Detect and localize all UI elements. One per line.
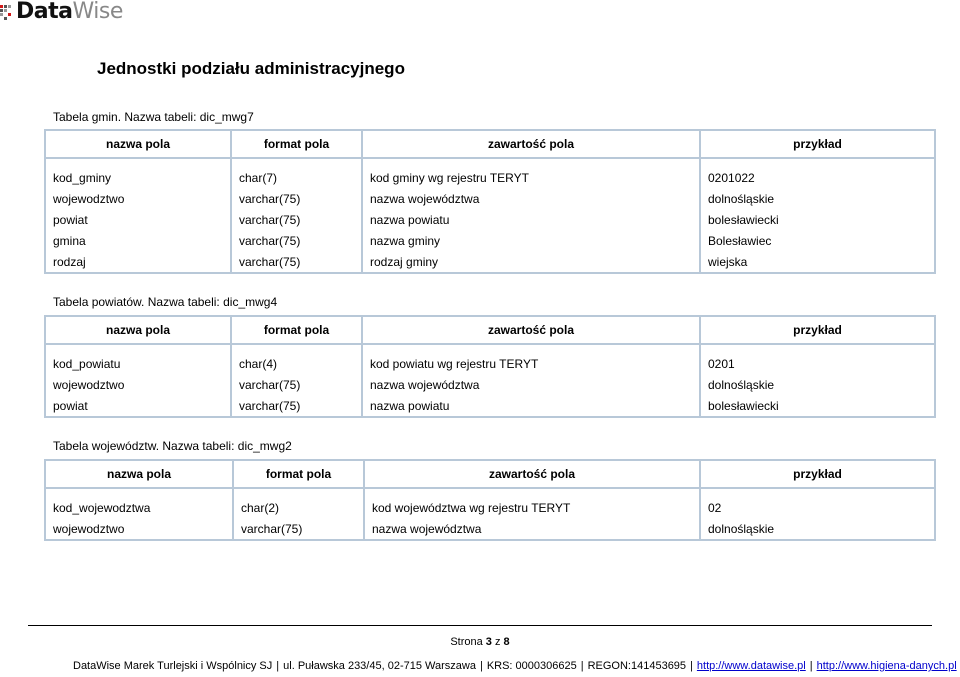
column-header-example: przykład [700,130,935,158]
column-header-content: zawartość pola [364,460,700,488]
table-cell: kod województwa wg rejestru TERYT [364,497,700,518]
logo-wordmark: DataWise [16,0,123,24]
footer-company-info: DataWise Marek Turlejski i Wspólnicy SJ | ul. Puławska 233/45, 02-715 Warszawa | KRS: 0000306625 | REGON:141453695 | http://www.datawise.pl | http://www.higiena-danych.pl [73,660,957,672]
table-cell: 02 [700,497,935,518]
table-cell: wojewodztwo [45,188,231,209]
table-wojewodztw [44,459,936,541]
table-cell: kod_powiatu [45,353,231,374]
column-header-format: format pola [231,130,362,158]
column-header-example: przykład [700,460,935,488]
column-header-name: nazwa pola [45,130,231,158]
table-cell: varchar(75) [231,251,362,273]
table-cell: nazwa powiatu [362,395,700,417]
footer-link-higiena[interactable]: http://www.higiena-danych.pl [816,660,957,672]
footer-divider [28,625,932,626]
table-cell: gmina [45,230,231,251]
table-cell: nazwa województwa [364,518,700,540]
table-cell [233,488,364,497]
table-cell: kod gminy wg rejestru TERYT [362,167,700,188]
table-cell: powiat [45,209,231,230]
table-cell: rodzaj [45,251,231,273]
table-cell [362,158,700,167]
footer-address: ul. Puławska 233/45, 02-715 Warszawa [283,660,476,672]
table-cell: dolnośląskie [700,374,935,395]
table-row [45,167,935,188]
table-cell: 0201 [700,353,935,374]
table-row [45,230,935,251]
table-cell: bolesławiecki [700,209,935,230]
column-header-format: format pola [233,460,364,488]
table-cell [45,344,231,353]
table-cell: varchar(75) [231,188,362,209]
column-header-name: nazwa pola [45,316,231,344]
table-gmin [44,129,936,274]
table-cell: bolesławiecki [700,395,935,417]
table-row [45,251,935,273]
table-cell: dolnośląskie [700,518,935,540]
table-caption-wojewodztw: Tabela województw. Nazwa tabeli: dic_mwg2 [53,439,292,453]
table-cell: varchar(75) [231,230,362,251]
table-cell: wiejska [700,251,935,273]
footer-link-datawise[interactable]: http://www.datawise.pl [696,660,806,672]
table-cell: varchar(75) [233,518,364,540]
table-cell [45,158,231,167]
column-header-example: przykład [700,316,935,344]
footer-regon: REGON:141453695 [587,660,687,672]
footer-company: DataWise Marek Turlejski i Wspólnicy SJ [73,660,273,672]
table-cell: char(2) [233,497,364,518]
table-cell [364,488,700,497]
page-number: Strona 3 z 8 [450,636,510,648]
table-cell [700,158,935,167]
table-cell [700,344,935,353]
table-cell: varchar(75) [231,395,362,417]
table-cell: powiat [45,395,231,417]
table-row [45,188,935,209]
table-cell [700,488,935,497]
table-caption-powiatow: Tabela powiatów. Nazwa tabeli: dic_mwg4 [53,295,278,309]
table-row [45,209,935,230]
footer-krs: KRS: 0000306625 [486,660,577,672]
table-cell: kod_gminy [45,167,231,188]
column-header-name: nazwa pola [45,460,233,488]
table-cell: nazwa powiatu [362,209,700,230]
table-cell: wojewodztwo [45,518,233,540]
table-cell: varchar(75) [231,209,362,230]
table-row [45,497,935,518]
table-row [45,374,935,395]
column-header-content: zawartość pola [362,316,700,344]
table-cell [231,344,362,353]
table-caption-gmin: Tabela gmin. Nazwa tabeli: dic_mwg7 [53,110,254,124]
table-cell [362,344,700,353]
table-row [45,395,935,417]
page-title: Jednostki podziału administracyjnego [97,59,405,78]
table-cell: kod powiatu wg rejestru TERYT [362,353,700,374]
table-cell: rodzaj gminy [362,251,700,273]
table-cell: kod_wojewodztwa [45,497,233,518]
table-cell: dolnośląskie [700,188,935,209]
column-header-format: format pola [231,316,362,344]
table-cell: wojewodztwo [45,374,231,395]
table-row [45,353,935,374]
table-cell [231,158,362,167]
table-cell: varchar(75) [231,374,362,395]
table-row [45,518,935,540]
datawise-logo [0,0,123,24]
table-cell: 0201022 [700,167,935,188]
table-cell: nazwa gminy [362,230,700,251]
table-cell: nazwa województwa [362,374,700,395]
table-cell: Bolesławiec [700,230,935,251]
table-cell: nazwa województwa [362,188,700,209]
table-cell: char(4) [231,353,362,374]
table-cell: char(7) [231,167,362,188]
logo-grid-icon [0,3,14,21]
column-header-content: zawartość pola [362,130,700,158]
table-powiatow [44,315,936,418]
table-cell [45,488,233,497]
